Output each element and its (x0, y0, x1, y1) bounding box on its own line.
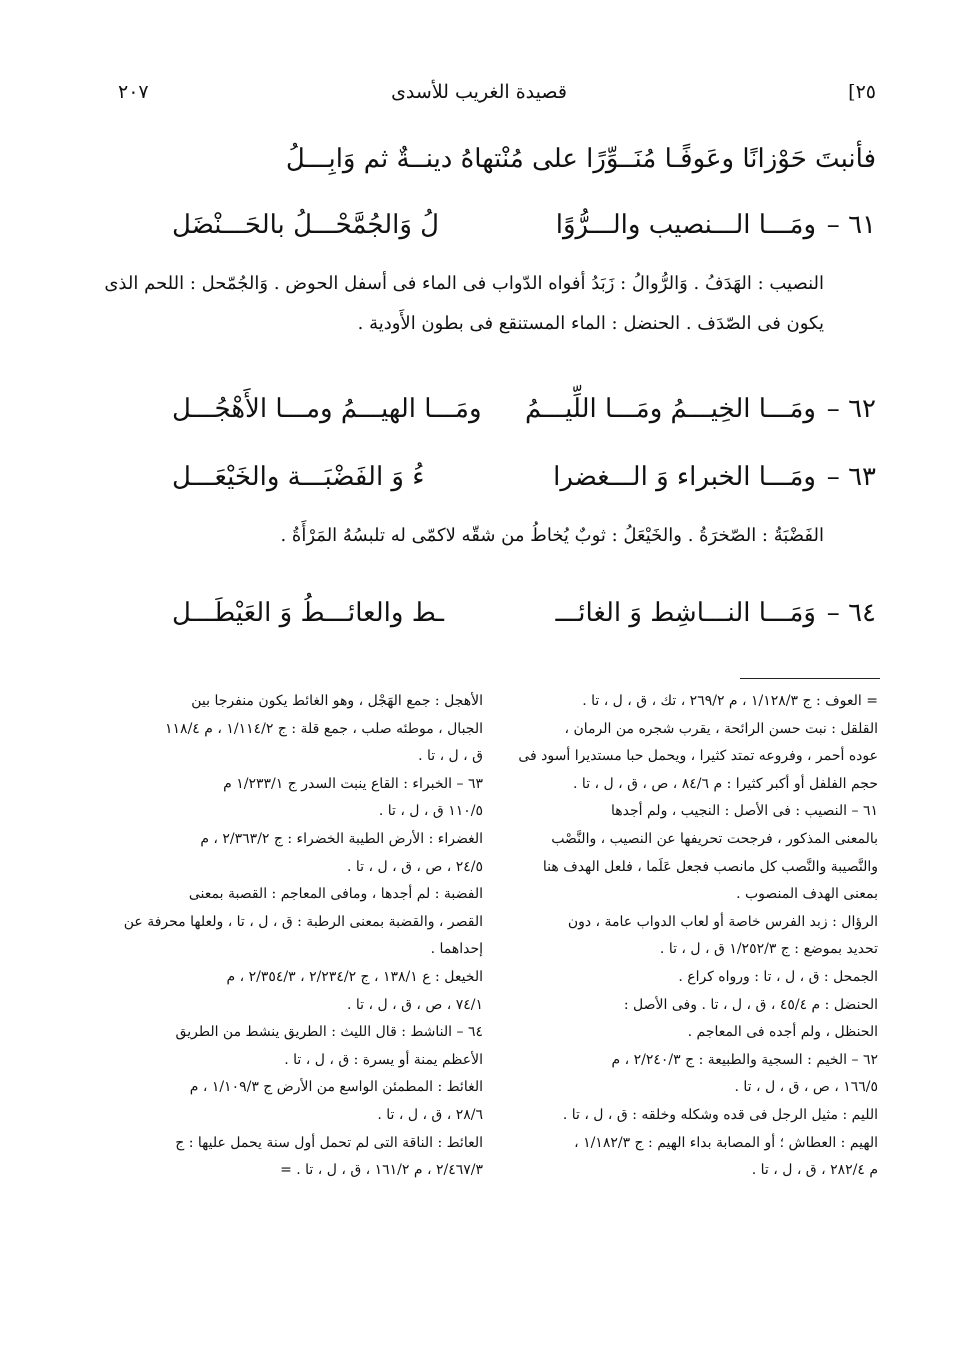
footnote-line: الرؤال : زبد الفرس خاصة أو لعاب الدواب عامة ، دون (567, 913, 878, 930)
verse-first-hemistich: ومَـــا الـــنصيب والـــرُّوًا (555, 210, 816, 240)
footnote-line: القلقل : نبت حسن الرائحة ، يقرب شجره من الرمان ، (564, 720, 878, 737)
section-marker: [٢٥ (848, 81, 876, 103)
footnote-line: إحداهما . (430, 941, 483, 958)
footnotes-left-column (96, 688, 483, 1185)
footnote-line: تحديد بموضع : ج ١/٢٥٢/٣ ق ، ل ، تا . (659, 941, 878, 958)
footnote-line: الأعظم يمنة أو يسرة : ق ، ل ، تا . (284, 1051, 483, 1068)
footnote-line: والنَّصيبة والنَّصب كل مانصب فجعل عَلَما ، فلعل الهدف هنا (542, 858, 878, 875)
page-number: ٢٠٧ (118, 81, 149, 103)
page-title: قصيدة الغريب للأسدى (391, 81, 567, 103)
verse-number: ٦٣ – (826, 462, 876, 492)
footnote-divider (740, 678, 880, 679)
footnote-line: = العوف : ج ١/١٢٨/٣ ، م ٢٦٩/٢ ، تك ، ق ، ل ، تا . (582, 693, 878, 709)
gloss-verse-63: الفَضْبَةُ : الصّخرَةُ . والخَيْعَلُ : ثوبٌ يُخاطُ من شقّه لاكمّى له تلبسُهُ المَرْأَةُ . (280, 525, 824, 546)
verse-text: فأنبتَ حَوْزانًا وعَوفًـا مُنَــوِّرًا على مُنْتهاهُ دينــةٌ ثم وَابِـــلُ (285, 144, 876, 174)
verse-second-hemistich: لُ وَالجُمَّحْـــلُ بالحَـــنْضَل (172, 210, 440, 240)
footnote-line: بمعنى الهدف المنصوب . (736, 886, 878, 903)
footnote-line: حجم الفلفل أو أكبر كثيرا : م ٨٤/٦ ، ص ، ق ، ل ، تا . (573, 775, 878, 792)
footnote-line: ٦٣ – الخبراء : القاع ينبت السدر ج ١/٢٣٣/١ م (223, 775, 483, 792)
footnote-line: ٢٤/٥ ، ص ، ق ، ل ، تا . (347, 858, 483, 875)
footnote-line: الحنظل ، ولم أجده فى المعاجم . (687, 1024, 878, 1041)
gloss-line: يكون فى الصّدَف . الحنضل : الماء المستنقع فى بطون الأَودية . (357, 313, 824, 334)
footnote-line: العائط : الناقة التى لم تحمل أول سنة يحمل عليها : ج (175, 1134, 483, 1151)
verse-62 (172, 384, 876, 434)
gloss-verse-61 (95, 264, 824, 346)
footnote-line: ١٦٦/٥ ، ص ، ق ، ل ، تا . (734, 1079, 878, 1096)
verse-63 (172, 452, 876, 502)
gloss-line: النصيب : الهَدَفُ . وَالرُّوالُ : زَبَدُ أفواه الدّواب فى الماء فى أسفل الحوض . وَالجُمّحل : اللحم الذى (104, 273, 824, 294)
verse-61 (172, 200, 876, 250)
footnote-line: الغائط : المطمئن الواسع من الأرض ج ١/١٠٩/٣ ، م (189, 1079, 483, 1096)
footnote-line: الهيم : العطاش ؛ أو المصابة بداء الهيم : ج ١/١٨٢/٣ ، (574, 1134, 878, 1151)
footnotes-right-column (500, 688, 878, 1185)
verse-first-hemistich: ومَـــا الخِيـــمُ ومَـــا اللِّيـــمُ (525, 394, 816, 424)
verse-64 (172, 588, 876, 638)
footnote-line: عوده أحمر ، وفروعه تمتد كثيرا ، ويحمل حبا مستديرا أسود فى (518, 748, 878, 765)
footnote-line: ق ، ل ، تا . (418, 748, 483, 765)
footnote-line: ٢/٤٦٧/٣ ، م ١٦١/٢ ، ق ، ل ، تا . = (280, 1162, 483, 1179)
footnote-line: القصر ، والقضبة بمعنى الرطبة : ق ، ل ، تا ، ولعلها محرفة عن (123, 913, 483, 930)
verse-number: ٦٢ – (826, 394, 876, 424)
footnote-line: الحنضل : م ٤٥/٤ ، ق ، ل ، تا . وفى الأصل : (623, 996, 878, 1013)
footnote-line: ٦١ – النصيب : فى الأصل : النجيب ، ولم أجدها (611, 803, 878, 820)
footnote-line: الغضراء : الأرض الطيبة الخضراء : ج ٢/٣٦٣/٢ ، م (200, 830, 483, 847)
footnote-line: ٧٤/١ ، ص ، ق ، ل ، تا . (347, 996, 483, 1013)
footnote-line: ٦٤ – الناشط : قال الليث : الطريق ينشط من الطريق (175, 1024, 483, 1041)
verse-line-continuation (172, 134, 876, 184)
verse-number: ٦٤ – (826, 598, 876, 628)
footnote-line: م ٢٨٢/٤ ، ق ، ل ، تا . (751, 1162, 878, 1179)
footnote-line: الأهجل : جمع الهَجْل ، وهو الغائط يكون منفرجا بين (191, 693, 483, 709)
verse-first-hemistich: وَمَـــا النـــاشِط وَ الغائـــ (555, 598, 816, 628)
verse-number: ٦١ – (826, 210, 876, 240)
footnote-line: ٦٢ – الخيم : السجية والطبيعة : ج ٢/٢٤٠/٣ ، م (611, 1051, 878, 1068)
footnote-line: ٢٨/٦ ، ق ، ل ، تا . (377, 1106, 483, 1123)
footnote-line: ١١٠/٥ ق ، ل ، تا . (378, 803, 483, 820)
verse-second-hemistich: ـط والعائـــطُ وَ العَيْطَـــل (172, 598, 444, 628)
footnote-line: الجبال ، موطئه صلب ، جمع قلة : ج ١/١١٤/٢ ، م ١١٨/٤ (165, 720, 483, 737)
footnote-line: الليم : مثيل الرجل فى قده وشكله وخلقه : ق ، ل ، تا . (562, 1106, 878, 1123)
verse-second-hemistich: ءُ وَ الفَضْبَـــة والخَيْعَـــل (172, 462, 425, 492)
footnote-line: الجمحل : ق ، ل ، تا : ورواه كراع . (678, 968, 878, 985)
verse-first-hemistich: ومَـــا الخبراء وَ الـــغضرا (553, 462, 816, 492)
footnote-line: بالمعنى المذكور ، فرجحت تحريفها عن النصيب ، والنَّصْب (551, 830, 878, 847)
footnote-line: الخيعل : ع ١٣٨/١ ، ج ٢/٢٣٤/٢ ، ٢/٣٥٤/٣ ، م (226, 968, 483, 985)
footnote-line: الفضبة : لم أجدها ، ومافى المعاجم : القصبة بمعنى (188, 886, 483, 903)
verse-second-hemistich: ومَـــا الهيـــمُ ومـــا الأَهْجُـــل (172, 394, 482, 424)
